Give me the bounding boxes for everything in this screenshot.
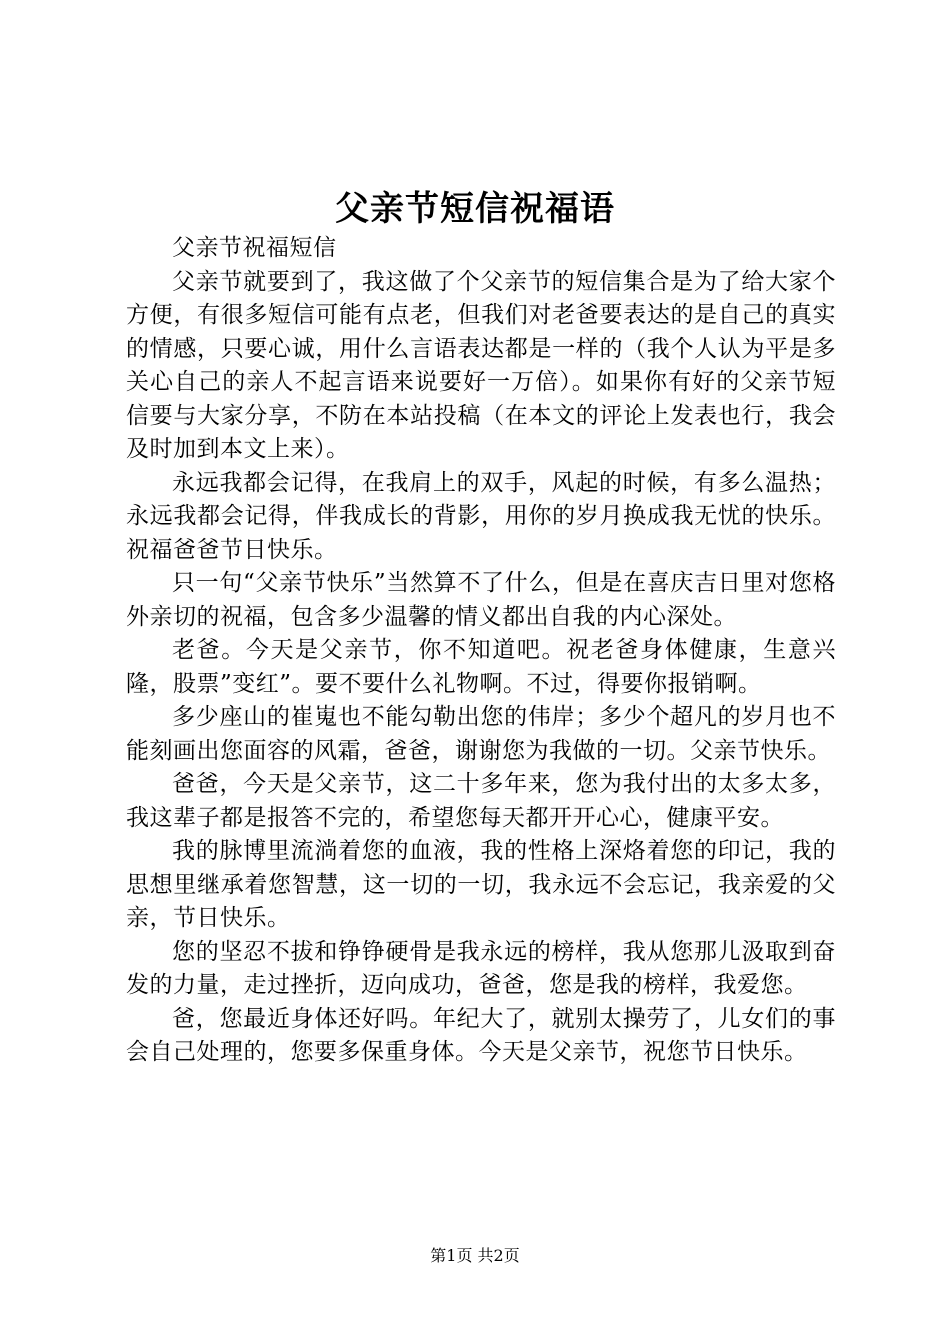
paragraph: 爸爸，今天是父亲节，这二十多年来，您为我付出的太多太多，我这辈子都是报答不完的，希望您每天都开开心心，健康平安。 <box>126 771 836 831</box>
paragraph: 只一句“父亲节快乐”当然算不了什么，但是在喜庆吉日里对您格外亲切的祝福，包含多少温馨的情义都出自我的内心深处。 <box>126 570 836 630</box>
paragraph: 老爸。今天是父亲节，你不知道吧。祝老爸身体健康，生意兴隆，股票”变红”。要不要什么礼物啊。不过，得要你报销啊。 <box>126 637 836 697</box>
document-title: 父亲节短信祝福语 <box>335 189 615 229</box>
document-body <box>126 232 836 1070</box>
paragraph: 您的坚忍不拔和铮铮硬骨是我永远的榜样，我从您那儿汲取到奋发的力量，走过挫折，迈向成功，爸爸，您是我的榜样，我爱您。 <box>126 938 836 998</box>
paragraph-subtitle: 父亲节祝福短信 <box>172 235 337 261</box>
paragraph: 多少座山的崔嵬也不能勾勒出您的伟岸；多少个超凡的岁月也不能刻画出您面容的风霜，爸爸，谢谢您为我做的一切。父亲节快乐。 <box>126 704 836 764</box>
page-number-footer: 第1页 共2页 <box>430 1246 520 1265</box>
paragraph: 永远我都会记得，在我肩上的双手，风起的时候，有多么温热；永远我都会记得，伴我成长的背影，用你的岁月换成我无忧的快乐。祝福爸爸节日快乐。 <box>126 469 836 563</box>
paragraph: 父亲节就要到了，我这做了个父亲节的短信集合是为了给大家个方便，有很多短信可能有点老，但我们对老爸要表达的是自己的真实的情感，只要心诚，用什么言语表达都是一样的（我个人认为平是多关心自己的亲人不起言语来说要好一万倍）。如果你有好的父亲节短信要与大家分享，不防在本站投稿（在本文的评论上发表也行，我会及时加到本文上来）。 <box>126 268 836 462</box>
paragraph: 我的脉博里流淌着您的血液，我的性格上深烙着您的印记，我的思想里继承着您智慧，这一切的一切，我永远不会忘记，我亲爱的父亲，节日快乐。 <box>126 838 836 931</box>
paragraph: 爸，您最近身体还好吗。年纪大了，就别太操劳了，儿女们的事会自己处理的，您要多保重身体。今天是父亲节，祝您节日快乐。 <box>126 1005 836 1065</box>
